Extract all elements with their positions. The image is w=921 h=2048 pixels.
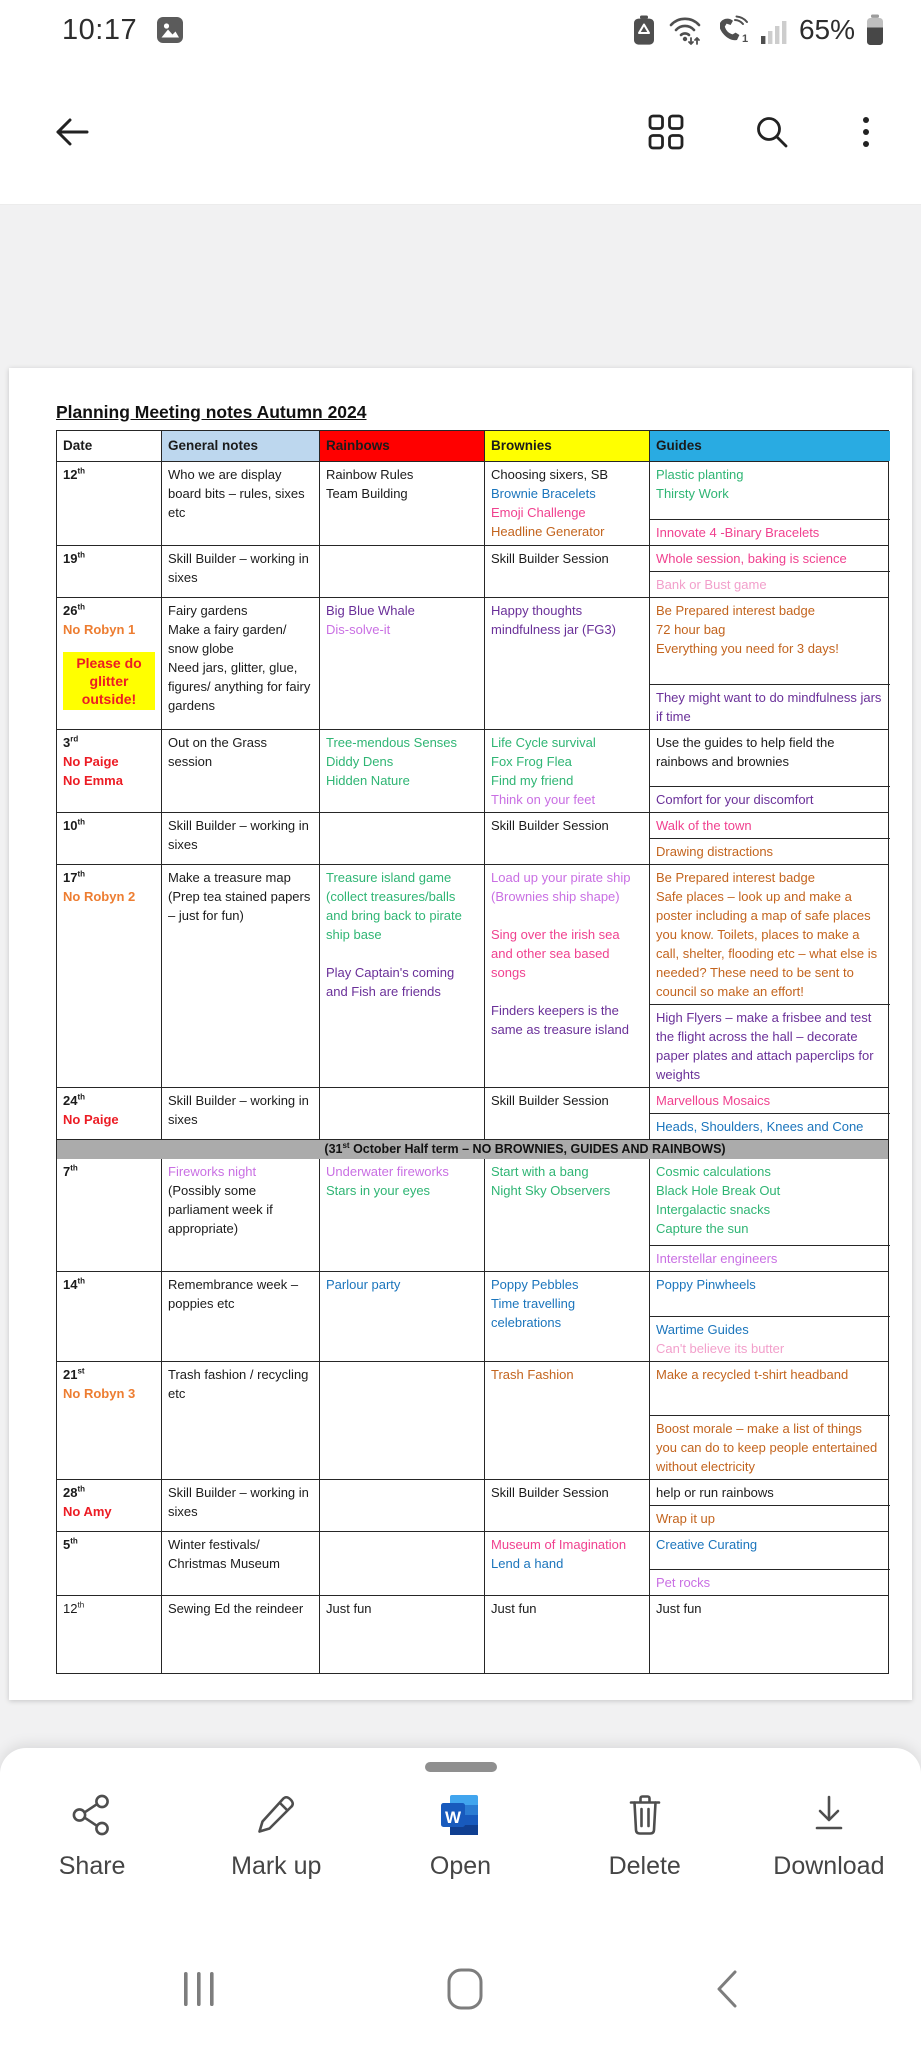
cell-rainbows-12th: Rainbow Rules Team Building xyxy=(320,462,485,545)
back-arrow-icon xyxy=(52,112,92,152)
cell-rainbows-17th: Treasure island game (collect treasures/balls and bring back to pirate ship base Play Captain's coming and Fish are friends xyxy=(320,865,485,1087)
cell-date-21st: 21st No Robyn 3 xyxy=(57,1362,162,1479)
table-row-12th xyxy=(57,461,888,545)
column-header-guides: Guides xyxy=(650,431,890,461)
table-row-19th xyxy=(57,545,888,597)
cell-brownies-7th: Start with a bang Night Sky Observers xyxy=(485,1159,650,1271)
document-title: Planning Meeting notes Autumn 2024 xyxy=(56,402,367,422)
cell-general-12th: Who we are display board bits – rules, sixes etc xyxy=(162,462,320,545)
cell-date-3rd: 3rd No Paige No Emma xyxy=(57,730,162,812)
table-row-5th xyxy=(57,1531,888,1595)
table-row-10th xyxy=(57,812,888,864)
cell-rainbows-14th: Parlour party xyxy=(320,1272,485,1361)
recents-button[interactable] xyxy=(182,1969,216,2009)
cell-general-10th: Skill Builder – working in sixes xyxy=(162,813,320,864)
download-icon xyxy=(806,1792,852,1838)
cell-guides-28th: help or run rainbows Wrap it up xyxy=(650,1480,890,1531)
bottom-sheet xyxy=(0,1748,921,2048)
cell-general-17th: Make a treasure map (Prep tea stained papers – just for fun) xyxy=(162,865,320,1087)
home-button[interactable] xyxy=(446,1967,484,2011)
svg-text:W: W xyxy=(445,1808,462,1827)
signal-strength-icon xyxy=(759,14,789,46)
cell-general-24th: Skill Builder – working in sixes xyxy=(162,1088,320,1139)
cell-guides-14th: Poppy Pinwheels Wartime Guides Can't believe its butter xyxy=(650,1272,890,1361)
share-button[interactable] xyxy=(0,1792,184,1881)
status-time: 10:17 xyxy=(62,13,138,46)
cell-date-7th: 7th xyxy=(57,1159,162,1271)
trash-icon xyxy=(622,1792,668,1838)
battery-percent: 65% xyxy=(798,14,855,45)
cell-general-26th: Fairy gardens Make a fairy garden/ snow globe Need jars, glitter, glue, figures/ anything for fairy gardens xyxy=(162,598,320,729)
download-button[interactable] xyxy=(737,1792,921,1881)
cell-general-12th: Sewing Ed the reindeer xyxy=(162,1596,320,1673)
table-row-28th xyxy=(57,1479,888,1531)
download-label: Download xyxy=(773,1852,885,1880)
document-toolbar xyxy=(0,60,921,205)
cell-guides-12th: Plastic planting Thirsty Work Innovate 4 -Binary Bracelets xyxy=(650,462,890,545)
share-icon xyxy=(69,1792,115,1838)
cell-brownies-12th: Choosing sixers, SB Brownie Bracelets Emoji Challenge Headline Generator xyxy=(485,462,650,545)
cell-rainbows-24th xyxy=(320,1088,485,1139)
cell-date-12th: 12th xyxy=(57,462,162,545)
delete-label: Delete xyxy=(608,1852,681,1880)
mark-up-button[interactable] xyxy=(184,1792,368,1881)
cell-brownies-10th: Skill Builder Session xyxy=(485,813,650,864)
back-button[interactable] xyxy=(44,104,100,160)
cell-date-17th: 17th No Robyn 2 xyxy=(57,865,162,1087)
cell-date-26th: 26th No Robyn 1 Please do glitter outside! xyxy=(57,598,162,729)
recents-icon xyxy=(182,1969,216,2009)
cell-brownies-19th: Skill Builder Session xyxy=(485,546,650,597)
cell-brownies-3rd: Life Cycle survival Fox Frog Flea Find my friend Think on your feet xyxy=(485,730,650,812)
cell-brownies-21st: Trash Fashion xyxy=(485,1362,650,1479)
cell-brownies-14th: Poppy Pebbles Time travelling celebrations xyxy=(485,1272,650,1361)
cell-date-19th: 19th xyxy=(57,546,162,597)
cell-guides-24th: Marvellous Mosaics Heads, Shoulders, Knees and Cone xyxy=(650,1088,890,1139)
cell-date-5th: 5th xyxy=(57,1532,162,1595)
cell-date-28th: 28th No Amy xyxy=(57,1480,162,1531)
cell-date-10th: 10th xyxy=(57,813,162,864)
table-row-7th xyxy=(57,1159,888,1271)
share-label: Share xyxy=(58,1852,126,1880)
planning-table xyxy=(56,430,889,1674)
cell-rainbows-19th xyxy=(320,546,485,597)
cell-rainbows-5th xyxy=(320,1532,485,1595)
column-header-general-notes: General notes xyxy=(162,431,320,461)
home-icon xyxy=(446,1967,484,2011)
cell-general-7th: Fireworks night (Possibly some parliament week if appropriate) xyxy=(162,1159,320,1271)
cell-rainbows-7th: Underwater fireworks Stars in your eyes xyxy=(320,1159,485,1271)
half-term-banner: (31st October Half term – NO BROWNIES, GUIDES AND RAINBOWS) xyxy=(57,1139,888,1159)
table-row-24th xyxy=(57,1087,888,1139)
nav-back-icon xyxy=(713,1968,739,2010)
column-header-rainbows: Rainbows xyxy=(320,431,485,461)
drag-handle[interactable] xyxy=(425,1762,497,1772)
cell-date-14th: 14th xyxy=(57,1272,162,1361)
search-icon xyxy=(753,113,791,151)
cell-rainbows-28th xyxy=(320,1480,485,1531)
gallery-notification-icon xyxy=(155,15,185,45)
document-page xyxy=(9,368,912,1700)
cell-brownies-12th: Just fun xyxy=(485,1596,650,1673)
battery-saver-icon xyxy=(631,14,657,46)
navigation-bar xyxy=(0,1930,921,2048)
cell-guides-26th: Be Prepared interest badge 72 hour bag Everything you need for 3 days! They might want to do mindfulness jars if time xyxy=(650,598,890,729)
cell-rainbows-10th xyxy=(320,813,485,864)
more-options-button[interactable] xyxy=(851,105,881,159)
more-options-icon xyxy=(859,113,873,151)
cell-guides-21st: Make a recycled t-shirt headband Boost morale – make a list of things you can do to keep people entertained without electricity xyxy=(650,1362,890,1479)
svg-text:1: 1 xyxy=(741,33,749,45)
cell-rainbows-26th: Big Blue Whale Dis-solve-it xyxy=(320,598,485,729)
table-row-17th xyxy=(57,864,888,1087)
pencil-icon xyxy=(253,1792,299,1838)
table-row-21st xyxy=(57,1361,888,1479)
cell-general-21st: Trash fashion / recycling etc xyxy=(162,1362,320,1479)
status-bar xyxy=(0,0,921,60)
table-header-row xyxy=(57,431,888,461)
table-row-12th xyxy=(57,1595,888,1673)
column-header-date: Date xyxy=(57,431,162,461)
mark-up-label: Mark up xyxy=(231,1852,322,1880)
cell-guides-5th: Creative Curating Pet rocks xyxy=(650,1532,890,1595)
cell-brownies-26th: Happy thoughts mindfulness jar (FG3) xyxy=(485,598,650,729)
word-file-icon xyxy=(437,1792,483,1838)
cell-general-19th: Skill Builder – working in sixes xyxy=(162,546,320,597)
wifi-updown-icon xyxy=(667,14,703,46)
cell-guides-3rd: Use the guides to help field the rainbows and brownies Comfort for your discomfort xyxy=(650,730,890,812)
column-header-brownies: Brownies xyxy=(485,431,650,461)
cell-guides-19th: Whole session, baking is science Bank or Bust game xyxy=(650,546,890,597)
search-button[interactable] xyxy=(745,105,799,159)
cell-brownies-5th: Museum of Imagination Lend a hand xyxy=(485,1532,650,1595)
table-row-26th xyxy=(57,597,888,729)
battery-level-icon xyxy=(865,13,885,47)
cell-guides-7th: Cosmic calculations Black Hole Break Out Intergalactic snacks Capture the sun Interstellar engineers xyxy=(650,1159,890,1271)
table-row-14th xyxy=(57,1271,888,1361)
cell-guides-10th: Walk of the town Drawing distractions xyxy=(650,813,890,864)
cell-rainbows-12th: Just fun xyxy=(320,1596,485,1673)
cell-date-12th: 12th xyxy=(57,1596,162,1673)
cell-date-24th: 24th No Paige xyxy=(57,1088,162,1139)
cell-general-14th: Remembrance week – poppies etc xyxy=(162,1272,320,1361)
cell-general-3rd: Out on the Grass session xyxy=(162,730,320,812)
cell-guides-17th: Be Prepared interest badge Safe places – look up and make a poster including a map of safe places you know. Toilets, places to make a call, shelter, flooding etc – what else is needed? These need to be sent to council so make an effort! High Flyers – make a frisbee and test the flight across the hall – decorate paper plates and attach paperclips for weights xyxy=(650,865,890,1087)
cell-brownies-24th: Skill Builder Session xyxy=(485,1088,650,1139)
cell-guides-12th: Just fun xyxy=(656,1601,702,1616)
open-button[interactable] xyxy=(368,1792,552,1881)
cell-brownies-28th: Skill Builder Session xyxy=(485,1480,650,1531)
delete-button[interactable] xyxy=(553,1792,737,1881)
wifi-calling-icon xyxy=(713,14,749,46)
open-label: Open xyxy=(429,1852,492,1880)
cell-general-28th: Skill Builder – working in sixes xyxy=(162,1480,320,1531)
table-row-3rd xyxy=(57,729,888,812)
grid-view-button[interactable] xyxy=(639,105,693,159)
cell-rainbows-21st xyxy=(320,1362,485,1479)
grid-view-icon xyxy=(647,113,685,151)
action-row xyxy=(0,1792,921,1881)
cell-general-5th: Winter festivals/ Christmas Museum xyxy=(162,1532,320,1595)
cell-rainbows-3rd: Tree-mendous Senses Diddy Dens Hidden Nature xyxy=(320,730,485,812)
nav-back-button[interactable] xyxy=(713,1968,739,2010)
cell-brownies-17th: Load up your pirate ship (Brownies ship shape) Sing over the irish sea and other sea based songs Finders keepers is the same as treasure island xyxy=(485,865,650,1087)
